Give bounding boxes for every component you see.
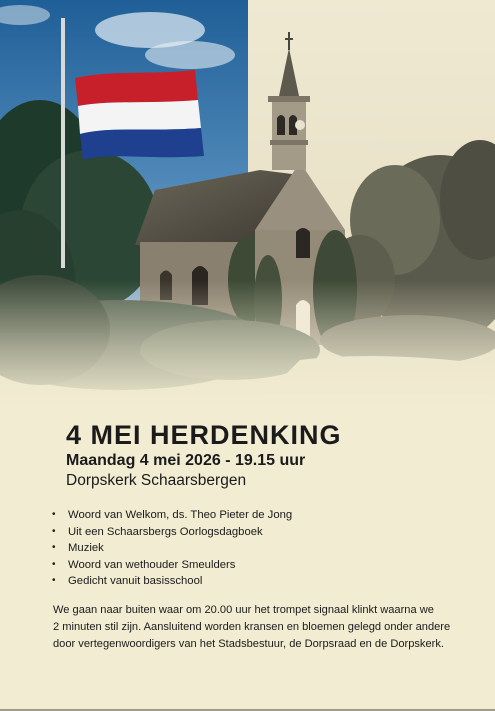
program-item-label: Woord van Welkom, ds. Theo Pieter de Jong — [68, 509, 293, 521]
ceremony-note — [53, 602, 453, 653]
program-item-label: Muziek — [68, 542, 104, 554]
program-item-label: Gedicht vanuit basisschool — [68, 575, 203, 587]
note-line: We gaan naar buiten waar om 20.00 uur het trompet signaal klinkt waarna we — [53, 604, 434, 616]
program-item — [52, 540, 292, 557]
bullet-icon: • — [52, 509, 56, 520]
event-location: Dorpskerk Schaarsbergen — [66, 472, 247, 489]
program-item — [52, 557, 292, 574]
bullet-icon: • — [52, 542, 56, 553]
note-line: 2 minuten stil zijn. Aansluitend worden kransen en bloemen gelegd onder andere — [53, 621, 451, 633]
event-title: 4 MEI HERDENKING — [66, 420, 342, 450]
program-item-label: Uit een Schaarsbergs Oorlogsdagboek — [68, 525, 263, 538]
program-list — [52, 507, 292, 590]
program-item — [52, 507, 292, 524]
program-item-label: Woord van wethouder Smeulders — [68, 558, 236, 571]
event-datetime: Maandag 4 mei 2026 - 19.15 uur — [66, 452, 306, 469]
note-line: door vertegenwoordigers van het Stadsbestuur, de Dorpsraad en de Dorpskerk. — [53, 638, 444, 650]
bullet-icon: • — [52, 525, 56, 537]
bullet-icon: • — [52, 575, 56, 586]
program-item — [52, 524, 292, 541]
bullet-icon: • — [52, 558, 56, 570]
program-item — [52, 573, 292, 590]
